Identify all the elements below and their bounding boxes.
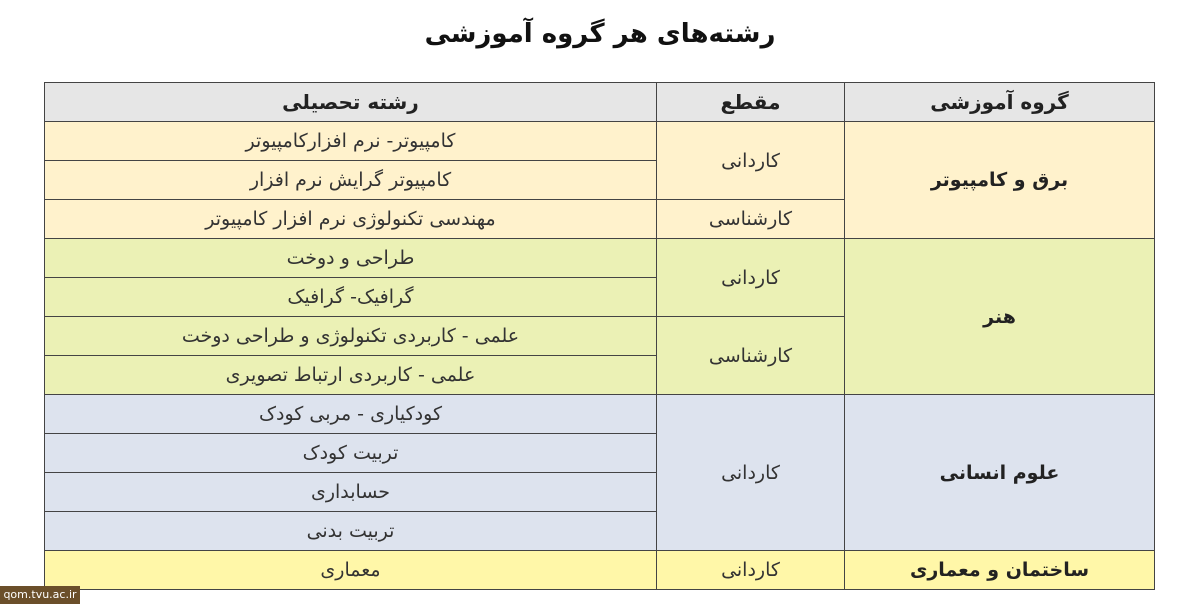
degree-cell: کارشناسی (657, 200, 845, 239)
major-cell: حسابداری (45, 473, 657, 512)
group-cell-humanities: علوم انسانی (845, 395, 1155, 551)
degree-cell: کارشناسی (657, 317, 845, 395)
major-cell: علمی - کاربردی ارتباط تصویری (45, 356, 657, 395)
major-cell: علمی - کاربردی تکنولوژی و طراحی دوخت (45, 317, 657, 356)
degree-cell: کاردانی (657, 551, 845, 590)
major-cell: کودکیاری - مربی کودک (45, 395, 657, 434)
degree-cell: کاردانی (657, 122, 845, 200)
degree-cell: کاردانی (657, 239, 845, 317)
group-cell-art: هنر (845, 239, 1155, 395)
table-header-row (45, 83, 1155, 122)
major-cell: گرافیک- گرافیک (45, 278, 657, 317)
major-cell: تربیت بدنی (45, 512, 657, 551)
major-cell: معماری (45, 551, 657, 590)
majors-table (44, 82, 1155, 590)
header-major: رشته تحصیلی (45, 83, 657, 122)
header-group: گروه آموزشی (845, 83, 1155, 122)
major-cell: مهندسی تکنولوژی نرم افزار کامپیوتر (45, 200, 657, 239)
page-title: رشته‌های هر گروه آموزشی (424, 19, 776, 49)
major-cell: تربیت کودک (45, 434, 657, 473)
table-row (45, 551, 1155, 590)
degree-cell: کاردانی (657, 395, 845, 551)
major-cell: کامپیوتر گرایش نرم افزار (45, 161, 657, 200)
major-cell: کامپیوتر- نرم افزارکامپیوتر (45, 122, 657, 161)
header-degree: مقطع (657, 83, 845, 122)
major-cell: طراحی و دوخت (45, 239, 657, 278)
table-row (45, 122, 1155, 161)
site-watermark: qom.tvu.ac.ir (0, 586, 80, 604)
group-cell-construction-architecture: ساختمان و معماری (845, 551, 1155, 590)
table-row (45, 239, 1155, 278)
table-row (45, 395, 1155, 434)
group-cell-electrical-computer: برق و کامپیوتر (845, 122, 1155, 239)
